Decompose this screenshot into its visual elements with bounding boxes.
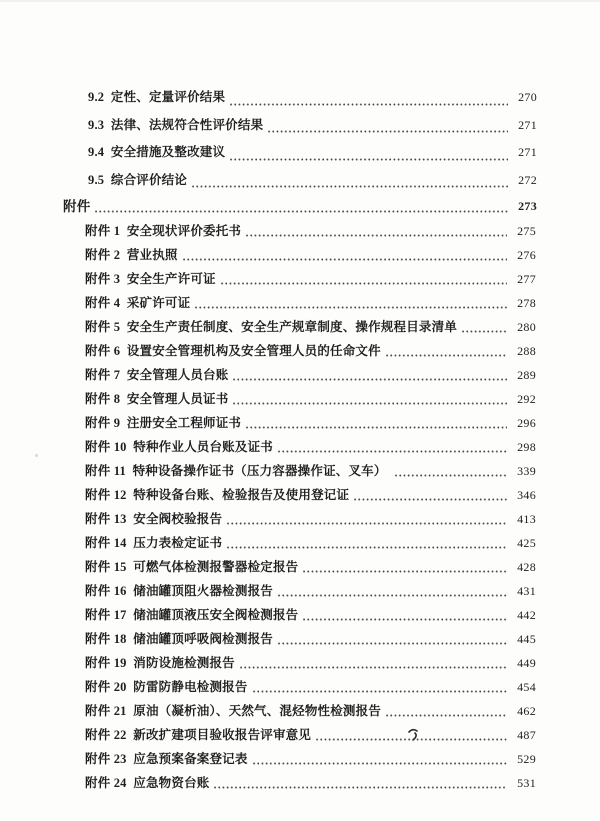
toc-entry	[0, 112, 600, 140]
toc-entry-page: 425	[517, 536, 536, 550]
toc-entry	[0, 675, 600, 699]
dot-leader	[278, 642, 507, 645]
dot-leader	[246, 234, 507, 237]
dot-leader	[253, 690, 507, 693]
toc-entry-page: 292	[517, 392, 536, 406]
toc-entry-page: 442	[517, 608, 536, 622]
dot-leader	[354, 498, 507, 501]
toc-entry-label: 附件 17 储油罐顶液压安全阀检测报告	[85, 608, 299, 622]
scan-edge-artifact	[0, 0, 600, 2]
toc-entry-label: 附件 19 消防设施检测报告	[85, 656, 235, 670]
toc-entry-page: 280	[517, 320, 536, 334]
toc-entry	[0, 339, 600, 363]
toc-entry-page: 271	[518, 145, 537, 159]
toc-entry-label: 附件 7 安全管理人员台账	[85, 368, 229, 382]
toc-entry	[0, 167, 600, 195]
dot-leader	[195, 306, 507, 309]
toc-entry-label: 附件 23 应急预案备案登记表	[85, 752, 248, 766]
toc-entry	[0, 84, 600, 112]
toc-entry	[0, 627, 600, 651]
dot-leader	[278, 450, 507, 453]
dot-leader	[386, 714, 507, 717]
pen-mark-artifact	[406, 727, 422, 743]
toc-entry	[0, 603, 600, 627]
toc-entry-page: 487	[517, 728, 536, 742]
toc-entry-page: 339	[517, 464, 536, 478]
toc-entry-page: 277	[517, 272, 536, 286]
dot-leader	[227, 546, 507, 549]
toc-entry-page: 275	[517, 224, 536, 238]
dot-leader	[462, 330, 507, 333]
toc-entry-label: 9.4 安全措施及整改建议	[88, 145, 226, 159]
dot-leader	[230, 103, 508, 106]
scan-speck-artifact	[35, 454, 38, 457]
toc-entry	[0, 579, 600, 603]
dot-leader	[386, 354, 507, 357]
dot-leader	[192, 185, 508, 188]
dot-leader	[227, 522, 507, 525]
toc-entry-page: 272	[518, 172, 537, 187]
dot-leader	[303, 618, 507, 621]
toc-entry-page: 449	[517, 656, 536, 670]
toc-entry-page: 278	[517, 296, 536, 310]
toc-entry-label: 附件 22 新改扩建项目验收报告评审意见	[85, 728, 312, 742]
toc-entry	[0, 771, 600, 795]
toc-entry	[0, 267, 600, 291]
dot-leader	[95, 210, 508, 213]
appendix-header-row	[0, 195, 600, 218]
dot-leader	[268, 130, 508, 133]
toc-entry-label: 附件 2 营业执照	[85, 248, 178, 262]
dot-leader	[395, 474, 507, 477]
dot-leader	[303, 570, 507, 573]
toc-entry-page: 276	[517, 248, 536, 262]
toc-entry-page: 289	[517, 368, 536, 382]
toc-entry-page: 298	[517, 440, 536, 454]
toc-entry-label: 9.5 综合评价结论	[88, 172, 188, 187]
toc-entry-label: 附件 3 安全生产许可证	[85, 272, 216, 286]
dot-leader	[246, 426, 507, 429]
toc-entry-page: 431	[517, 584, 536, 598]
toc-entry-label: 附件 4 采矿许可证	[85, 296, 191, 310]
dot-leader	[233, 378, 507, 381]
toc-entry-label: 9.3 法律、法规符合性评价结果	[88, 117, 264, 132]
chapter-entries	[0, 84, 600, 194]
toc-entry-label: 附件 10 特种作业人员台账及证书	[85, 440, 273, 454]
toc-entry-label: 附件 11 特种设备操作证书（压力容器操作证、叉车）	[85, 464, 390, 478]
toc-entry	[0, 435, 600, 459]
toc-entry-page: 454	[517, 680, 536, 694]
toc-entry-label: 附件 8 安全管理人员证书	[85, 392, 229, 406]
appendix-entries	[0, 219, 600, 795]
toc-entry-label: 附件 6 设置安全管理机构及安全管理人员的任命文件	[85, 344, 381, 358]
toc-entry	[0, 723, 600, 747]
toc-entry-page: 413	[517, 512, 536, 526]
toc-entry-page: 531	[517, 776, 536, 790]
toc-entry-label: 附件 18 储油罐顶呼吸阀检测报告	[85, 632, 273, 646]
toc-entry	[0, 291, 600, 315]
toc-entry-label: 附件 14 压力表检定证书	[85, 536, 223, 550]
appendix-header-page: 273	[518, 199, 537, 213]
toc-entry	[0, 531, 600, 555]
toc-entry-page: 529	[517, 752, 536, 766]
appendix-header-label: 附件	[63, 199, 91, 214]
toc-entry	[0, 315, 600, 339]
toc-entry-label: 附件 5 安全生产责任制度、安全生产规章制度、操作规程目录清单	[85, 320, 458, 334]
toc-entry	[0, 243, 600, 267]
toc-entry	[0, 483, 600, 507]
toc-entry	[0, 411, 600, 435]
toc-entry	[0, 651, 600, 675]
toc-entry-label: 附件 9 注册安全工程师证书	[85, 416, 242, 430]
toc-entry	[0, 699, 600, 723]
toc-entry-label: 附件 21 原油（凝析油）、天然气、混烃物性检测报告	[85, 704, 382, 718]
toc-entry	[0, 139, 600, 167]
dot-leader	[214, 786, 507, 789]
toc-entry	[0, 555, 600, 579]
toc-entry	[0, 459, 600, 483]
dot-leader	[221, 282, 507, 285]
dot-leader	[278, 594, 507, 597]
toc-entry-page: 296	[517, 416, 536, 430]
toc-entry	[0, 363, 600, 387]
dot-leader	[240, 666, 507, 669]
dot-leader	[233, 402, 507, 405]
dot-leader	[230, 158, 508, 161]
toc-entry	[0, 219, 600, 243]
toc-entry-page: 270	[518, 90, 537, 104]
toc-entry	[0, 387, 600, 411]
toc-entry	[0, 507, 600, 531]
toc-entry-page: 428	[517, 560, 536, 574]
toc-entry-page: 462	[517, 704, 536, 718]
toc-entry-label: 附件 13 安全阀校验报告	[85, 512, 223, 526]
table-of-contents	[0, 84, 600, 795]
toc-entry-label: 9.2 定性、定量评价结果	[88, 90, 226, 104]
toc-entry-page: 445	[517, 632, 536, 646]
toc-entry-label: 附件 1 安全现状评价委托书	[85, 224, 242, 238]
dot-leader	[253, 762, 507, 765]
toc-entry-page: 346	[517, 488, 536, 502]
toc-entry-label: 附件 15 可燃气体检测报警器检定报告	[85, 560, 299, 574]
toc-entry-label: 附件 12 特种设备台账、检验报告及使用登记证	[85, 488, 350, 502]
toc-entry	[0, 747, 600, 771]
dot-leader	[183, 258, 507, 261]
toc-entry-label: 附件 20 防雷防静电检测报告	[85, 680, 248, 694]
toc-entry-page: 271	[518, 117, 537, 132]
toc-entry-page: 288	[517, 344, 536, 358]
toc-entry-label: 附件 24 应急物资台账	[85, 776, 210, 790]
toc-entry-label: 附件 16 储油罐顶阻火器检测报告	[85, 584, 273, 598]
